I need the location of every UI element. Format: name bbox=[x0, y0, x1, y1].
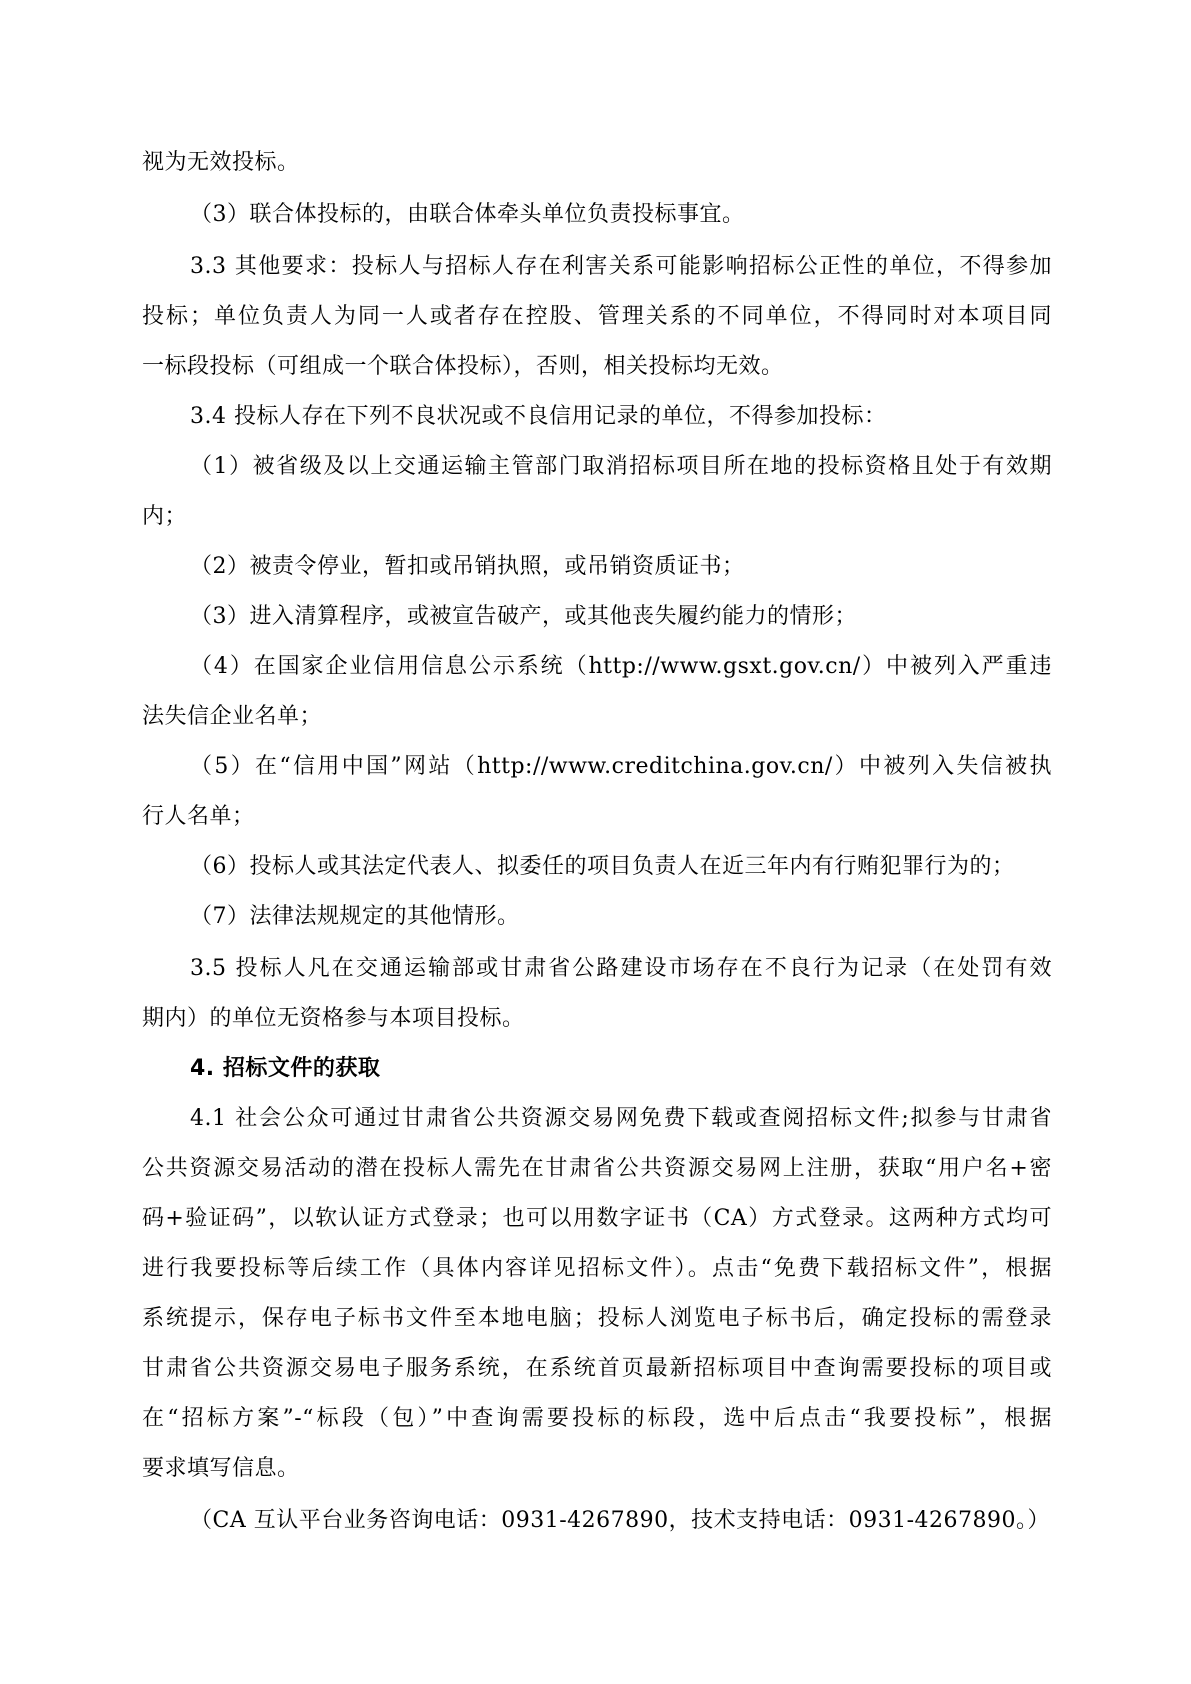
text-line: 3.4 投标人存在下列不良状况或不良信用记录的单位，不得参加投标： bbox=[190, 404, 887, 429]
text-line: （3）联合体投标的，由联合体牵头单位负责投标事宜。 bbox=[190, 202, 745, 227]
text-line: （3）进入清算程序，或被宣告破产，或其他丧失履约能力的情形； bbox=[190, 604, 857, 629]
text-line: 4.1 社会公众可通过甘肃省公共资源交易网免费下载或查阅招标文件;拟参与甘肃省 bbox=[190, 1106, 1052, 1131]
text-line: 码+验证码”，以软认证方式登录；也可以用数字证书（CA）方式登录。这两种方式均可 bbox=[142, 1206, 1052, 1231]
text-line: 甘肃省公共资源交易电子服务系统，在系统首页最新招标项目中查询需要投标的项目或 bbox=[142, 1356, 1052, 1381]
text-line: 进行我要投标等后续工作（具体内容详见招标文件）。点击“免费下载招标文件”，根据 bbox=[142, 1256, 1052, 1281]
text-line: 内； bbox=[142, 504, 188, 529]
text-line: 投标；单位负责人为同一人或者存在控股、管理关系的不同单位，不得同时对本项目同 bbox=[142, 304, 1052, 329]
text-line: 行人名单； bbox=[142, 804, 255, 829]
text-line: （6）投标人或其法定代表人、拟委任的项目负责人在近三年内有行贿犯罪行为的； bbox=[190, 854, 1015, 879]
section-heading: 4. 招标文件的获取 bbox=[190, 1056, 381, 1081]
text-line: 3.3 其他要求：投标人与招标人存在利害关系可能影响招标公正性的单位，不得参加 bbox=[190, 254, 1052, 279]
text-line: （7）法律法规规定的其他情形。 bbox=[190, 904, 520, 929]
text-line: （2）被责令停业，暂扣或吊销执照，或吊销资质证书； bbox=[190, 554, 745, 579]
text-line: 在“招标方案”-“标段（包）”中查询需要投标的标段，选中后点击“我要投标”，根据 bbox=[142, 1406, 1052, 1431]
text-line: 期内）的单位无资格参与本项目投标。 bbox=[142, 1006, 525, 1031]
text-line: （CA 互认平台业务咨询电话：0931-4267890，技术支持电话：0931-4267890。） bbox=[190, 1508, 1051, 1533]
text-line: 一标段投标（可组成一个联合体投标），否则，相关投标均无效。 bbox=[142, 354, 784, 379]
text-line: （4）在国家企业信用信息公示系统（http://www.gsxt.gov.cn/）中被列入严重违 bbox=[190, 654, 1052, 679]
text-line: （1）被省级及以上交通运输主管部门取消招标项目所在地的投标资格且处于有效期 bbox=[190, 454, 1052, 479]
text-line: 系统提示，保存电子标书文件至本地电脑；投标人浏览电子标书后，确定投标的需登录 bbox=[142, 1306, 1052, 1331]
text-line: （5）在“信用中国”网站（http://www.creditchina.gov.cn/）中被列入失信被执 bbox=[190, 754, 1052, 779]
text-line: 法失信企业名单； bbox=[142, 704, 323, 729]
text-line: 视为无效投标。 bbox=[142, 150, 300, 175]
text-line: 3.5 投标人凡在交通运输部或甘肃省公路建设市场存在不良行为记录（在处罚有效 bbox=[190, 956, 1052, 981]
text-line: 要求填写信息。 bbox=[142, 1456, 300, 1481]
text-line: 公共资源交易活动的潜在投标人需先在甘肃省公共资源交易网上注册，获取“用户名+密 bbox=[142, 1156, 1052, 1181]
